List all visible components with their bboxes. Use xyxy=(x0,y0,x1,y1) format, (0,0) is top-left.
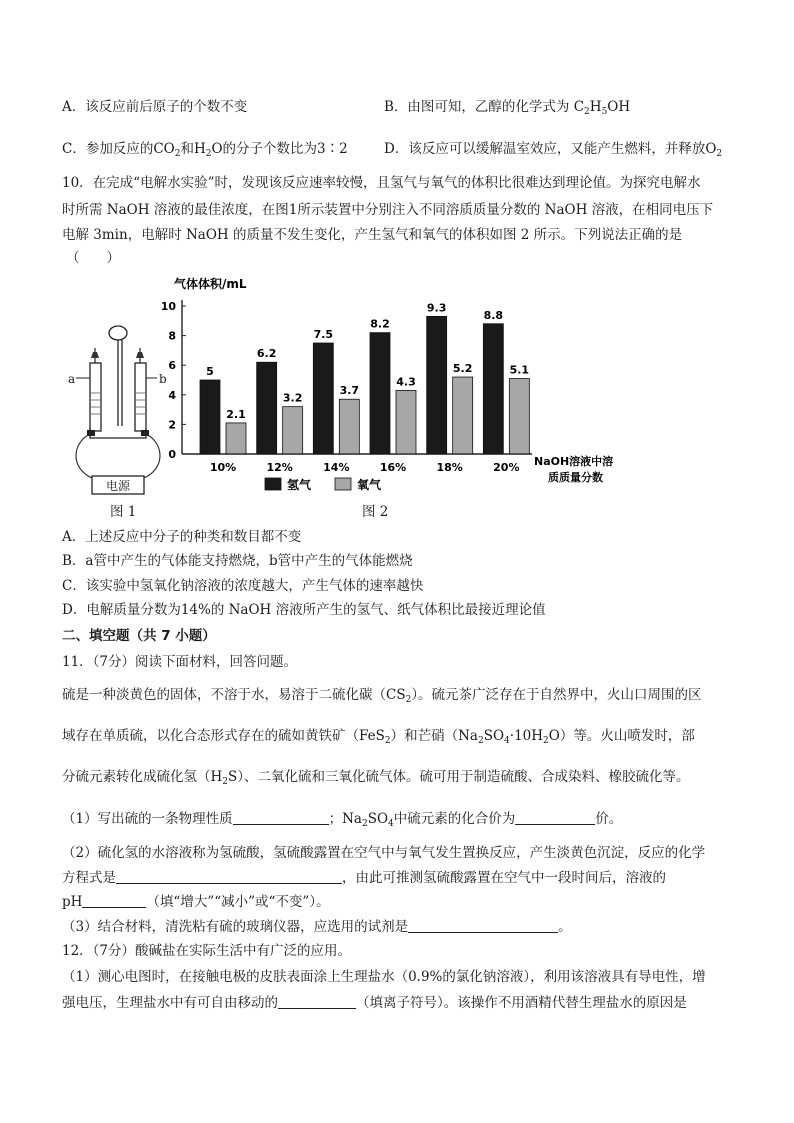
q9-option-d-text: D．该反应可以缓解温室效应，又能产生燃料，并释放O xyxy=(384,141,717,157)
answer-blank[interactable] xyxy=(278,994,356,1009)
legend-label: 氢气 xyxy=(287,478,312,492)
chart-xlabel-line1: NaOH溶液中溶 xyxy=(534,455,614,468)
sub: 5 xyxy=(601,107,608,117)
text: 中硫元素的化合价为 xyxy=(393,811,516,827)
figure-1-label-b: b xyxy=(159,372,167,386)
y-tick-label: 4 xyxy=(168,388,176,402)
text: 价。 xyxy=(595,811,623,827)
text: 分硫元素转化成硫化氢（H xyxy=(62,769,223,785)
q10-option-b: B．a管中产生的气体能支持燃烧，b管中产生的气体能燃烧 xyxy=(62,553,413,569)
y-tick-label: 6 xyxy=(168,359,176,373)
text: 。 xyxy=(558,919,572,935)
bar-氢气 xyxy=(200,380,220,454)
figure-2-caption: 图 2 xyxy=(362,504,389,520)
bar-氢气 xyxy=(313,343,333,454)
bar-value-label: 5.2 xyxy=(452,362,473,376)
text: 方程式是 xyxy=(62,870,116,886)
q9-option-c-text: O的分子个数比为3∶2 xyxy=(211,141,348,157)
q12-question-1-line1: （1）测心电图时，在接触电极的皮肤表面涂上生理盐水（0.9%的氯化钠溶液），利用该溶液具有导电性，增 xyxy=(62,969,706,985)
q9-option-b-text: OH xyxy=(607,99,631,115)
figure-1-apparatus xyxy=(62,318,174,500)
bar-value-label: 8.2 xyxy=(370,317,390,331)
figure-1-caption: 图 1 xyxy=(110,504,137,520)
q9-option-a: A．该反应前后原子的个数不变 xyxy=(62,99,248,115)
bar-氢气 xyxy=(427,316,447,454)
bar-value-label: 9.3 xyxy=(426,301,447,315)
q10-answer-bracket: （ ） xyxy=(66,250,120,266)
sub: 2 xyxy=(584,107,590,117)
q9-option-c-text: 和H xyxy=(180,141,206,157)
legend-swatch xyxy=(265,478,281,490)
text: ；Na xyxy=(328,811,362,827)
sub: 2 xyxy=(405,695,412,705)
text: （填“增大”“减小”或“不变”）。 xyxy=(146,894,330,910)
bar-氧气 xyxy=(339,399,359,454)
q11-question-2-line3 xyxy=(62,893,330,911)
q11-passage-line1 xyxy=(62,686,702,704)
bar-氧气 xyxy=(396,390,416,454)
q10-option-c: C．该实验中氢氧化钠溶液的浓度越大，产生气体的速率越快 xyxy=(62,578,424,594)
y-tick-label: 0 xyxy=(168,448,176,461)
sub: 2 xyxy=(716,149,723,159)
x-tick-label: 10% xyxy=(209,461,237,474)
bar-氢气 xyxy=(257,362,277,454)
q9-option-b xyxy=(384,98,630,116)
text: SO xyxy=(483,728,505,744)
bar-value-label: 2.1 xyxy=(226,407,246,421)
q10-stem-line2: 时所需 NaOH 溶液的最佳浓度，在图1所示装置中分别注入不同溶质质量分数的 NaOH 溶液，在相同电压下 xyxy=(62,202,714,218)
answer-blank[interactable] xyxy=(515,810,595,825)
sub: 2 xyxy=(222,777,229,787)
q11-question-2-line1: （2）硫化氢的水溶液称为氢硫酸，氢硫酸露置在空气中与氧气发生置换反应，产生淡黄色沉淀，反应的化学 xyxy=(62,845,706,861)
q9-option-c-text: C．参加反应的CO xyxy=(62,141,175,157)
bar-value-label: 6.2 xyxy=(256,347,277,361)
bar-氧气 xyxy=(283,407,303,454)
text: （填离子符号）。该操作不用酒精代替生理盐水的原因是 xyxy=(356,995,687,1011)
bar-value-label: 8.8 xyxy=(483,308,504,322)
y-tick-label: 2 xyxy=(168,418,176,432)
q10-stem-line1: 10．在完成“电解水实验”时，发现该反应速率较慢，且氢气与氧气的体积比很难达到理论值。为探究电解水 xyxy=(62,175,701,191)
q11-question-1 xyxy=(62,810,622,828)
answer-blank[interactable] xyxy=(408,918,558,933)
sub: 2 xyxy=(543,736,549,746)
answer-blank[interactable] xyxy=(233,810,329,825)
q10-stem-line3: 电解 3min，电解时 NaOH 的质量不发生变化，产生氢气和氧气的体积如图 2 所示。下列说法正确的是 xyxy=(62,227,683,243)
figure-2-bar-chart xyxy=(160,268,660,513)
section-2-heading: 二、填空题（共 7 小题） xyxy=(62,628,216,644)
bar-value-label: 5 xyxy=(206,365,214,378)
chart-ylabel: 气体体积/mL xyxy=(174,277,247,291)
chart-bars xyxy=(200,301,529,474)
text: 域存在单质硫，以化合态形式存在的硫如黄铁矿（FeS xyxy=(62,728,385,744)
bar-value-label: 3.7 xyxy=(339,384,360,398)
bar-氧气 xyxy=(453,377,473,454)
chart-xlabel-line2: 质质量分数 xyxy=(548,471,603,484)
y-tick-label: 10 xyxy=(160,300,176,313)
q12-intro: 12．（7分）酸碱盐在实际生活中有广泛的应用。 xyxy=(62,943,352,959)
x-tick-label: 14% xyxy=(323,461,350,474)
bar-氢气 xyxy=(483,324,503,454)
sub: 2 xyxy=(205,149,212,159)
sub: 2 xyxy=(384,736,391,746)
text: ·10H xyxy=(509,728,544,744)
bar-value-label: 4.3 xyxy=(396,375,416,389)
q11-passage-line3 xyxy=(62,768,690,786)
text: （1）写出硫的一条物理性质 xyxy=(62,811,233,827)
text: O）等。火山喷发时，部 xyxy=(548,728,695,744)
answer-blank[interactable] xyxy=(82,893,146,908)
q11-question-3 xyxy=(62,918,572,936)
text: S）、二氧化硫和三氧化硫气体。硫可用于制造硫酸、合成染料、橡胶硫化等。 xyxy=(228,769,690,785)
y-tick-label: 8 xyxy=(168,329,176,343)
text: ）和芒硝（Na xyxy=(390,728,478,744)
text: （3）结合材料，清洗粘有硫的玻璃仪器，应选用的试剂是 xyxy=(62,919,409,935)
sub: 2 xyxy=(477,736,484,746)
text: ，由此可推测氢硫酸露置在空气中一段时间后，溶液的 xyxy=(342,870,666,886)
chart-legend xyxy=(265,477,382,492)
x-tick-label: 20% xyxy=(493,461,520,474)
bar-value-label: 3.2 xyxy=(282,391,303,405)
legend-swatch xyxy=(335,478,351,490)
bar-value-label: 7.5 xyxy=(313,328,334,341)
x-tick-label: 12% xyxy=(266,461,293,474)
q10-option-a: A．上述反应中分子的种类和数目都不变 xyxy=(62,529,302,545)
text: 强电压，生理盐水中有可自由移动的 xyxy=(62,995,278,1011)
q11-question-2-line2 xyxy=(62,869,666,887)
text: ）。硫元茶广泛存在于自然界中，火山口周围的区 xyxy=(411,687,702,703)
sub: 4 xyxy=(388,819,394,829)
bar-氧气 xyxy=(226,423,246,454)
q10-option-d: D．电解质量分数为14%的 NaOH 溶液所产生的氢气、纸气体积比最接近理论值 xyxy=(62,602,546,618)
q12-question-1-line2 xyxy=(62,994,687,1012)
sub: 2 xyxy=(361,819,368,829)
x-tick-label: 16% xyxy=(379,461,407,474)
text: SO xyxy=(367,811,389,827)
q11-intro: 11．（7分）阅读下面材料，回答问题。 xyxy=(62,654,298,670)
x-tick-label: 18% xyxy=(436,461,463,474)
legend-label: 氧气 xyxy=(357,478,382,492)
q9-option-c xyxy=(62,140,348,158)
bar-value-label: 5.1 xyxy=(509,363,530,377)
bar-氧气 xyxy=(509,379,529,454)
figure-1-power-label: 电源 xyxy=(106,479,131,493)
text: pH xyxy=(62,894,83,910)
q9-option-b-text: B．由图可知，乙醇的化学式为 C xyxy=(384,99,585,115)
figure-1-label-a: a xyxy=(68,372,76,386)
bar-氢气 xyxy=(370,333,390,454)
sub: 4 xyxy=(504,736,510,746)
sub: 2 xyxy=(174,149,181,159)
answer-blank[interactable] xyxy=(116,869,342,884)
q9-option-b-text: H xyxy=(589,99,602,115)
q11-passage-line2 xyxy=(62,727,695,745)
q9-option-d xyxy=(384,140,722,158)
text: 硫是一种淡黄色的固体，不溶于水，易溶于二硫化碳（CS xyxy=(62,687,406,703)
